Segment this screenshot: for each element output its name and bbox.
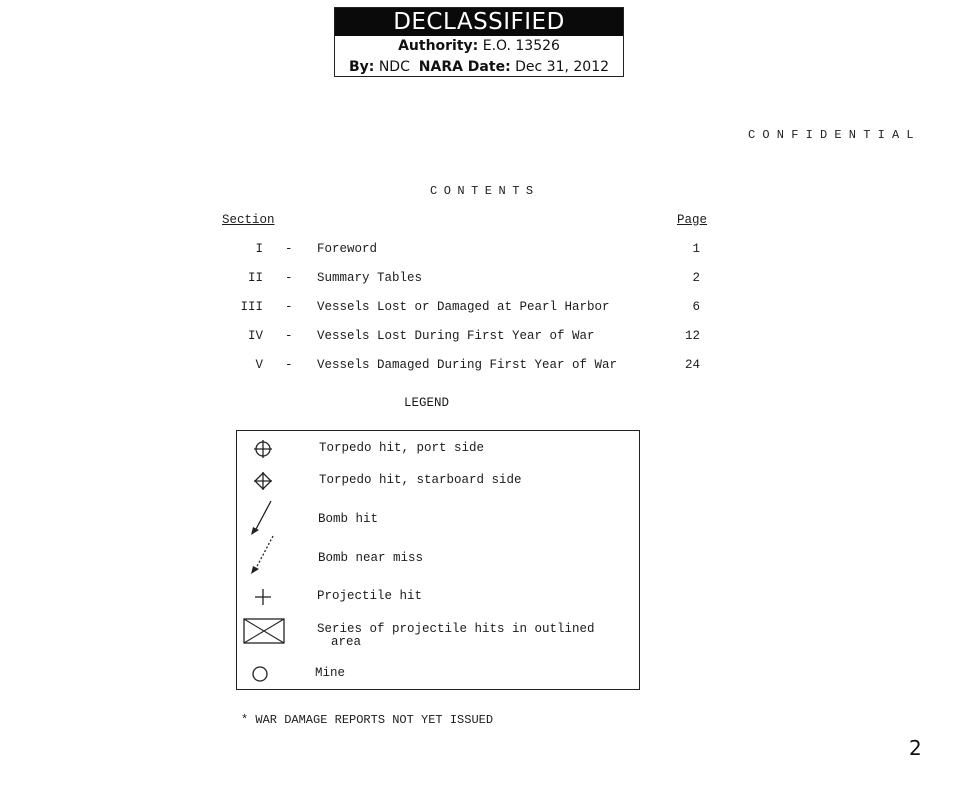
toc-section-title: Summary Tables	[317, 271, 423, 285]
page-column-header: Page	[677, 213, 708, 227]
legend-label: Bomb near miss	[318, 551, 424, 565]
stamp-nara-label: NARA Date:	[418, 59, 511, 75]
legend-title: LEGEND	[404, 396, 450, 410]
toc-row	[0, 300, 973, 318]
projectile-hit-icon	[253, 587, 273, 607]
toc-page-number: 12	[684, 329, 700, 343]
legend-label: Series of projectile hits in outlined	[317, 622, 595, 636]
torpedo-port-icon	[253, 439, 273, 459]
section-column-header: Section	[222, 213, 275, 227]
toc-section-number: III	[240, 300, 263, 314]
toc-row	[0, 358, 973, 376]
mine-icon	[251, 665, 269, 683]
toc-dash: -	[285, 271, 293, 285]
toc-dash: -	[285, 300, 293, 314]
legend-label: Torpedo hit, port side	[319, 441, 485, 455]
toc-dash: -	[285, 242, 293, 256]
stamp-by-line	[335, 57, 623, 78]
toc-section-number: V	[255, 358, 263, 372]
stamp-authority-value: E.O. 13526	[482, 38, 560, 54]
toc-dash: -	[285, 358, 293, 372]
toc-page-number: 24	[684, 358, 700, 372]
toc-section-title: Vessels Lost During First Year of War	[317, 329, 595, 343]
page-number: 2	[909, 736, 922, 760]
toc-row	[0, 242, 973, 260]
stamp-by-label: By:	[348, 59, 375, 75]
declassified-stamp	[334, 7, 624, 77]
toc-page-number: 2	[692, 271, 700, 285]
legend-label: Projectile hit	[317, 589, 423, 603]
bomb-hit-icon	[247, 499, 277, 537]
projectile-series-icon	[243, 618, 285, 644]
contents-title: CONTENTS	[430, 184, 540, 198]
stamp-title: DECLASSIFIED	[335, 8, 623, 36]
toc-page-number: 1	[692, 242, 700, 256]
toc-dash: -	[285, 329, 293, 343]
toc-section-number: IV	[247, 329, 263, 343]
toc-section-title: Vessels Damaged During First Year of War	[317, 358, 618, 372]
stamp-authority-line	[335, 36, 623, 57]
toc-section-number: I	[255, 242, 263, 256]
classification-marking: CONFIDENTIAL	[748, 128, 921, 142]
legend-label: Bomb hit	[318, 512, 379, 526]
toc-section-title: Vessels Lost or Damaged at Pearl Harbor	[317, 300, 610, 314]
legend-label: Mine	[315, 666, 346, 680]
toc-row	[0, 271, 973, 289]
toc-section-number: II	[247, 271, 263, 285]
footnote: * WAR DAMAGE REPORTS NOT YET ISSUED	[241, 713, 494, 727]
stamp-nara-value: Dec 31, 2012	[515, 59, 610, 75]
toc-section-title: Foreword	[317, 242, 378, 256]
legend-label: Torpedo hit, starboard side	[319, 473, 522, 487]
bomb-near-miss-icon	[247, 534, 277, 576]
stamp-by-value: NDC	[378, 59, 410, 75]
stamp-authority-label: Authority:	[398, 38, 479, 54]
torpedo-starboard-icon	[253, 471, 273, 491]
toc-page-number: 6	[692, 300, 700, 314]
legend-label-continued: area	[331, 635, 362, 649]
legend-box	[236, 430, 640, 690]
toc-row	[0, 329, 973, 347]
